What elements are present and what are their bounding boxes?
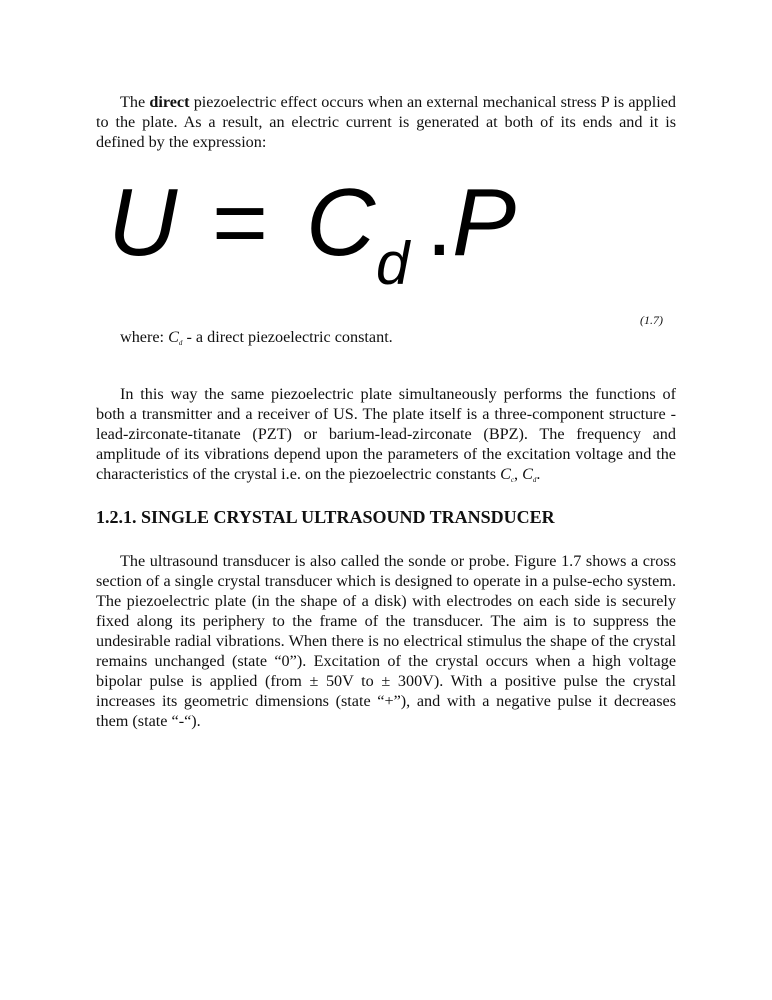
paragraph-1-body: piezoelectric effect occurs when an external mechanical stress P is applied to the plate. As a result, an electric current is generated at both of its ends and it is defined by the expression: — [96, 93, 676, 151]
paragraph-transmitter-receiver — [96, 384, 676, 490]
constant-c-c-sub: c — [510, 476, 514, 484]
bold-direct: direct — [149, 93, 190, 111]
constants-separator: , — [514, 465, 523, 483]
equation-number: (1.7) — [640, 313, 663, 327]
formula-c: C — [306, 169, 376, 276]
formula-equals: = — [212, 169, 269, 276]
section-heading: 1.2.1. SINGLE CRYSTAL ULTRASOUND TRANSDUCER — [96, 507, 555, 527]
formula-dot: . — [426, 169, 453, 276]
paragraph-2-end: . — [536, 465, 541, 483]
where-text: - a direct piezoelectric constant. — [182, 328, 393, 346]
formula-u: U — [108, 169, 178, 276]
formula-1-7 — [108, 168, 548, 297]
constant-c-d-sub: d — [532, 476, 537, 484]
formula-p: P — [452, 169, 517, 276]
where-symbol: C — [168, 328, 179, 346]
paragraph-1-lead: The — [120, 93, 150, 111]
constant-c-d: C — [522, 465, 533, 483]
constant-c-c: C — [500, 465, 511, 483]
where-symbol-sub: d — [178, 339, 183, 347]
paragraph-transducer: The ultrasound transducer is also called the sonde or probe. Figure 1.7 shows a cross section of a single crystal transducer which is designed to operate in a pulse-echo system. The piezoelectric plate (in the shape of a disk) with electrodes on each side is securely fixed along its periphery to the frame of the transducer. The aim is to suppress the undesirable radial vibrations. When there is no electrical stimulus the shape of the crystal remains unchanged (state “0”). Excitation of the crystal occurs when a high voltage bipolar pulse is applied (from ± 50V to ± 300V). With a positive pulse the crystal increases its geometric dimensions (state “+”), and with a negative pulse it decreases them (state “-“). — [96, 552, 676, 730]
formula-subscript-d: d — [376, 230, 410, 297]
where-line — [120, 327, 393, 353]
where-prefix: where: — [120, 328, 169, 346]
paragraph-2-body: In this way the same piezoelectric plate simultaneously performs the functions of both a transmitter and a receiver of US. The plate itself is a three-component structure - lead-zirconate-titanate (PZT) or barium-lead-zirconate (BPZ). The frequency and amplitude of its vibrations depend upon the parameters of the excitation voltage and the characteristics of the crystal i.e. on the piezoelectric constants — [96, 385, 676, 483]
paragraph-direct-effect — [96, 92, 676, 152]
